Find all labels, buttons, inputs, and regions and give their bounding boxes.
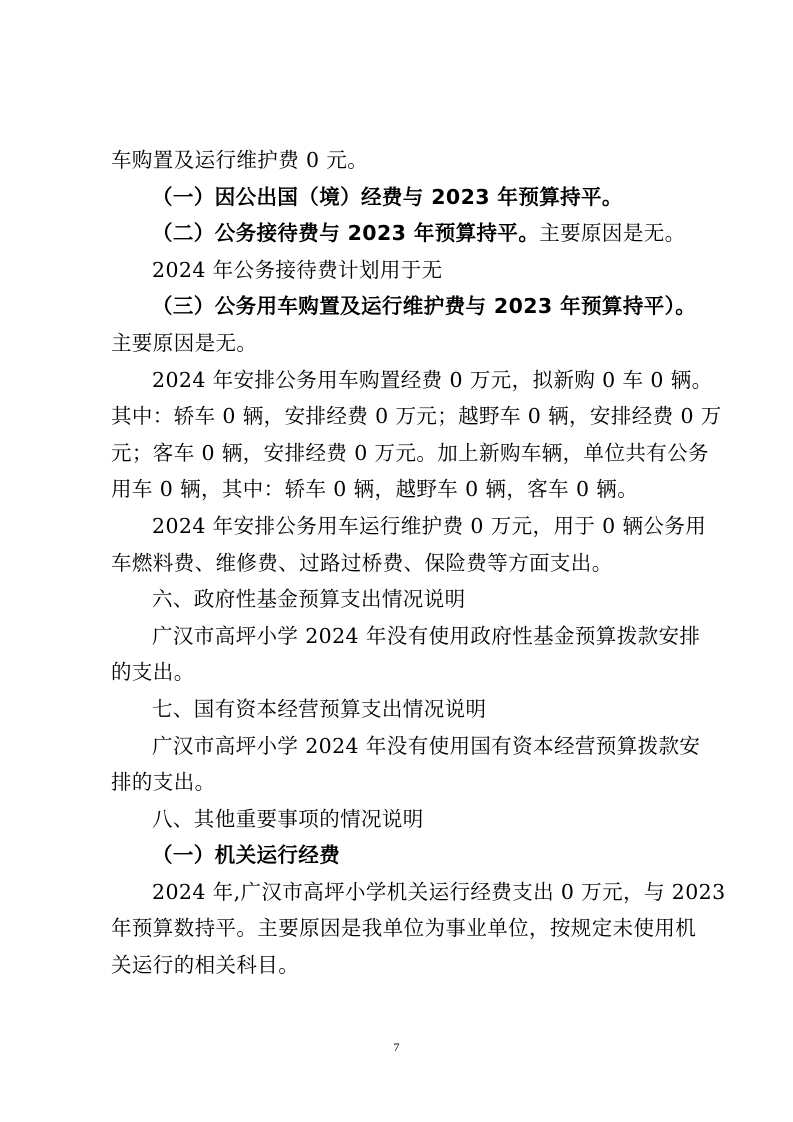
paragraph-line: 关运行的相关科目。 bbox=[111, 953, 300, 978]
paragraph-line: 2024 年,广汉市高坪小学机关运行经费支出 0 万元，与 2023 bbox=[152, 879, 726, 904]
paragraph-line: 其中：轿车 0 辆，安排经费 0 万元；越野车 0 辆，安排经费 0 万 bbox=[111, 404, 722, 429]
heading-reception: （二）公务接待费与 2023 年预算持平。 bbox=[152, 221, 540, 246]
paragraph-line: 广汉市高坪小学 2024 年没有使用国有资本经营预算拨款安 bbox=[152, 733, 701, 758]
paragraph-line: 排的支出。 bbox=[111, 770, 216, 795]
section-heading-other: 八、其他重要事项的情况说明 bbox=[152, 806, 424, 831]
paragraph-line: 的支出。 bbox=[111, 660, 195, 685]
heading-travel-abroad: （一）因公出国（境）经费与 2023 年预算持平。 bbox=[152, 184, 623, 209]
paragraph-line: 用车 0 辆，其中：轿车 0 辆，越野车 0 辆，客车 0 辆。 bbox=[111, 477, 639, 502]
section-heading-gov-fund: 六、政府性基金预算支出情况说明 bbox=[152, 587, 466, 612]
paragraph-line: 2024 年安排公务用车运行维护费 0 万元，用于 0 辆公务用 bbox=[152, 513, 707, 538]
paragraph-line: 车燃料费、维修费、过路过桥费、保险费等方面支出。 bbox=[111, 550, 613, 575]
paragraph-line: 广汉市高坪小学 2024 年没有使用政府性基金预算拨款安排 bbox=[152, 623, 701, 648]
heading-operating-funds: （一）机关运行经费 bbox=[152, 843, 341, 868]
paragraph-line: 2024 年公务接待费计划用于无 bbox=[152, 257, 443, 282]
paragraph-line: 车购置及运行维护费 0 元。 bbox=[111, 148, 369, 172]
paragraph-line: 元；客车 0 辆，安排经费 0 万元。加上新购车辆，单位共有公务 bbox=[111, 440, 709, 465]
paragraph-line bbox=[111, 215, 699, 252]
paragraph-line: 主要原因是无。 bbox=[111, 330, 258, 355]
reason-text: 主要原因是无。 bbox=[539, 221, 686, 246]
heading-vehicle: （三）公务用车购置及运行维护费与 2023 年预算持平）。 bbox=[152, 294, 697, 319]
section-heading-state-capital: 七、国有资本经营预算支出情况说明 bbox=[152, 696, 487, 721]
document-body bbox=[111, 142, 726, 984]
paragraph-line: 2024 年安排公务用车购置经费 0 万元，拟新购 0 车 0 辆。 bbox=[152, 367, 713, 392]
page-number: 7 bbox=[393, 1040, 400, 1054]
paragraph-line: 年预算数持平。主要原因是我单位为事业单位，按规定未使用机 bbox=[111, 916, 697, 941]
